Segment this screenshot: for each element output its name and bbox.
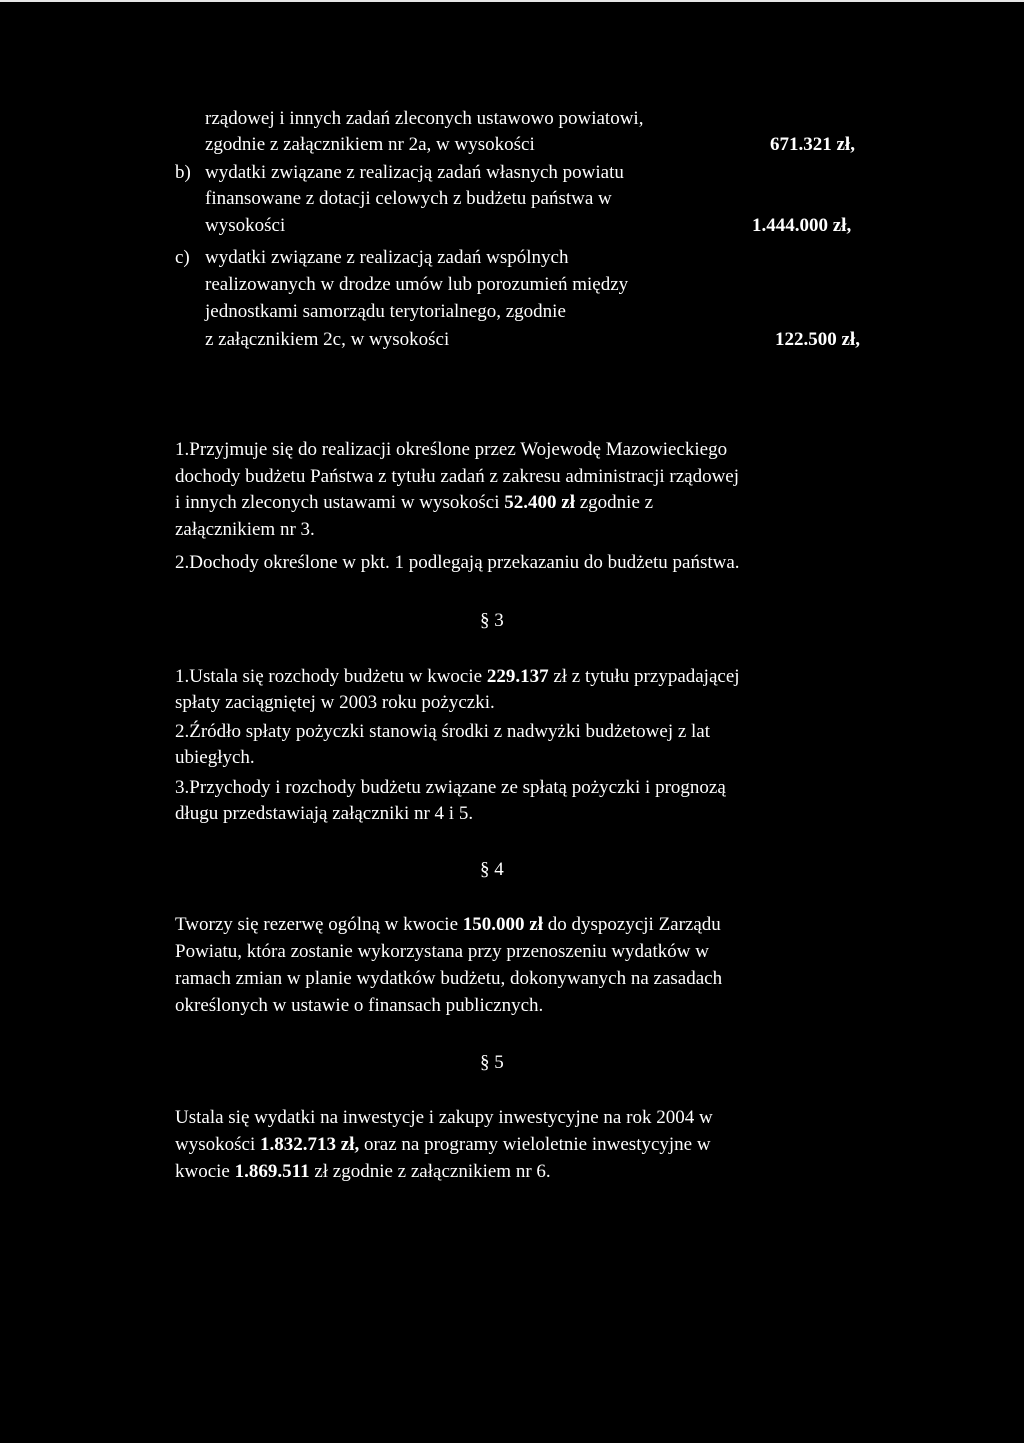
s5-line3-text: kwocie xyxy=(175,1161,235,1182)
item-c-marker: c) xyxy=(175,247,190,268)
s3-p1-text: 1.Ustala się rozchody budżetu w kwocie xyxy=(175,666,487,687)
s5-line2-text: wysokości xyxy=(175,1134,260,1155)
s4-line1-text: Tworzy się rezerwę ogólną w kwocie xyxy=(175,914,463,935)
s2-p1-line3-tail: zgodnie z xyxy=(574,492,654,513)
item-c-amount: 122.500 zł, xyxy=(775,329,860,350)
s2-p1-amount: 52.400 zł xyxy=(504,492,575,513)
s5-line-2 xyxy=(175,1132,711,1158)
s4-line-2: Powiatu, która zostanie wykorzystana przy przenoszeniu wydatków w xyxy=(175,941,709,962)
s5-line-1: Ustala się wydatki na inwestycje i zakupy inwestycyjne na rok 2004 w xyxy=(175,1107,713,1128)
section-5-heading: § 5 xyxy=(480,1052,504,1073)
item-c-line-3: jednostkami samorządu terytorialnego, zgodnie xyxy=(205,301,566,322)
s5-line2-tail: oraz na programy wieloletnie inwestycyjne w xyxy=(359,1134,711,1155)
s3-paragraph-2-line-1: 2.Źródło spłaty pożyczki stanowią środki z nadwyżki budżetowej z lat xyxy=(175,721,711,742)
section-3-heading: § 3 xyxy=(480,610,504,631)
s3-paragraph-3-line-2: długu przedstawiają załączniki nr 4 i 5. xyxy=(175,803,474,824)
s3-paragraph-1-line-2: spłaty zaciągniętej w 2003 roku pożyczki. xyxy=(175,692,495,713)
item-b-line-3: wysokości xyxy=(205,215,286,236)
s2-paragraph-1-line-3 xyxy=(175,490,653,516)
s2-paragraph-2: 2.Dochody określone w pkt. 1 podlegają przekazaniu do budżetu państwa. xyxy=(175,552,740,573)
s3-p1-amount: 229.137 xyxy=(486,666,549,687)
s3-p1-tail: zł z tytułu przypadającej xyxy=(548,666,740,687)
s2-paragraph-1-line-2: dochody budżetu Państwa z tytułu zadań z zakresu administracji rządowej xyxy=(175,466,739,487)
item-c-line-4: z załącznikiem 2c, w wysokości xyxy=(205,329,450,350)
s2-paragraph-1-line-4: załącznikiem nr 3. xyxy=(175,519,315,540)
item-c-line-2: realizowanych w drodze umów lub porozumień między xyxy=(205,274,629,295)
s2-paragraph-1-line-1: 1.Przyjmuje się do realizacji określone przez Wojewodę Mazowieckiego xyxy=(175,439,728,460)
s2-p1-line3-text: i innych zleconych ustawami w wysokości xyxy=(175,492,505,513)
s5-line-3 xyxy=(175,1159,551,1185)
item-b-amount: 1.444.000 zł, xyxy=(752,215,852,236)
s4-line-4: określonych w ustawie o finansach publicznych. xyxy=(175,995,544,1016)
s5-amount-investments: 1.832.713 zł, xyxy=(259,1134,360,1155)
s3-paragraph-3-line-1: 3.Przychody i rozchody budżetu związane ze spłatą pożyczki i prognozą xyxy=(175,777,726,798)
section-4-heading: § 4 xyxy=(480,859,504,880)
s4-line-1 xyxy=(175,912,721,938)
item-a-line-2: zgodnie z załącznikiem nr 2a, w wysokości xyxy=(205,134,535,155)
item-c-line-1: wydatki związane z realizacją zadań wspólnych xyxy=(205,247,569,268)
item-b-line-1: wydatki związane z realizacją zadań własnych powiatu xyxy=(205,162,624,183)
s3-paragraph-1-line-1 xyxy=(175,664,740,690)
s4-amount: 150.000 zł xyxy=(462,914,543,935)
s3-paragraph-2-line-2: ubiegłych. xyxy=(175,747,255,768)
item-a-amount: 671.321 zł, xyxy=(770,134,855,155)
s5-line3-tail: zł zgodnie z załącznikiem nr 6. xyxy=(309,1161,551,1182)
s5-amount-programs: 1.869.511 xyxy=(234,1161,310,1182)
s4-line1-tail: do dyspozycji Zarządu xyxy=(543,914,721,935)
item-b-marker: b) xyxy=(175,162,191,183)
item-b-line-2: finansowane z dotacji celowych z budżetu państwa w xyxy=(205,188,612,209)
item-a-line-1: rządowej i innych zadań zleconych ustawowo powiatowi, xyxy=(205,108,644,129)
s4-line-3: ramach zmian w planie wydatków budżetu, dokonywanych na zasadach xyxy=(175,968,723,989)
